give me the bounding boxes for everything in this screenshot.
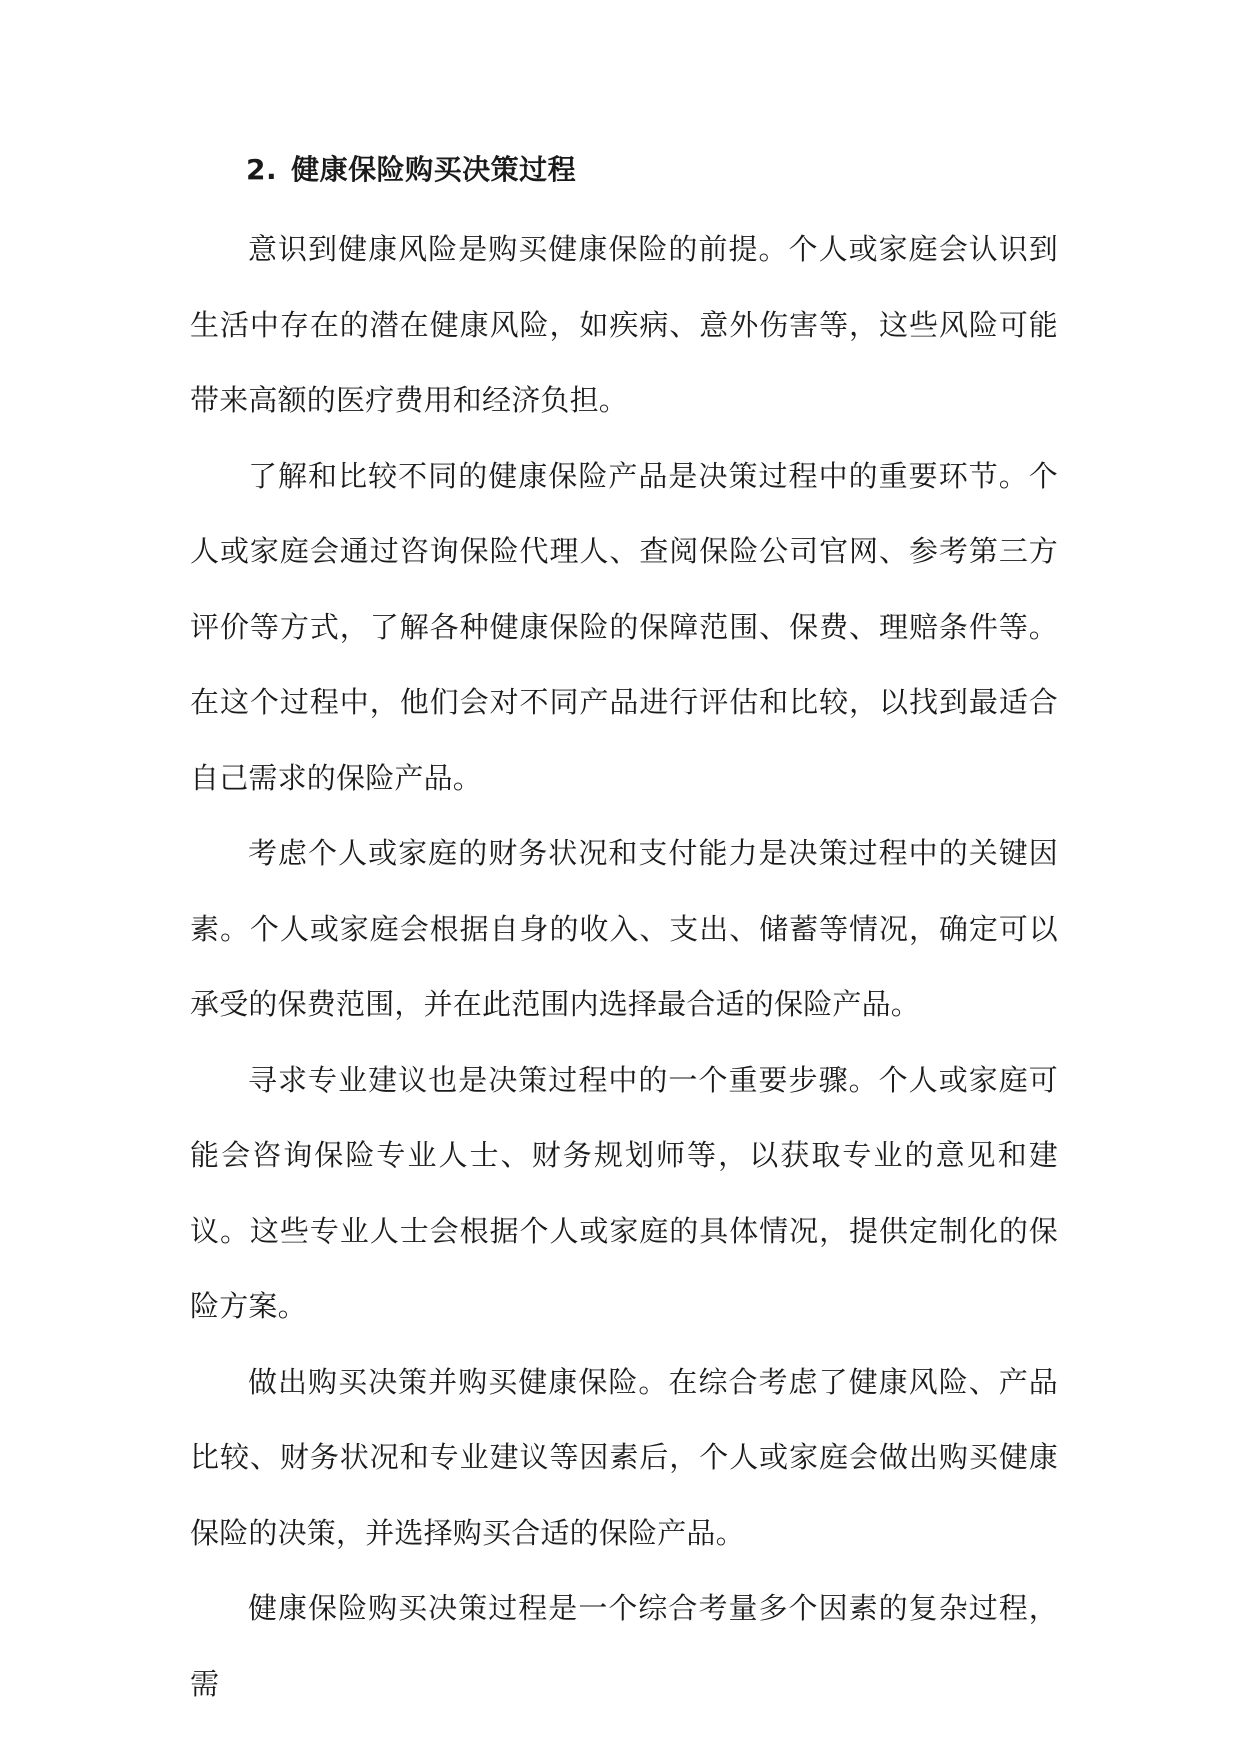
paragraph-professional-advice: 寻求专业建议也是决策过程中的一个重要步骤。个人或家庭可能会咨询保险专业人士、财务规划师等，以获取专业的意见和建议。这些专业人士会根据个人或家庭的具体情况，提供定制化的保险方案。 — [190, 1062, 1058, 1323]
paragraph-purchase-decision: 做出购买决策并购买健康保险。在综合考虑了健康风险、产品比较、财务状况和专业建议等因素后，个人或家庭会做出购买健康保险的决策，并选择购买合适的保险产品。 — [190, 1364, 1058, 1550]
paragraph-product-comparison: 了解和比较不同的健康保险产品是决策过程中的重要环节。个人或家庭会通过咨询保险代理人、查阅保险公司官网、参考第三方评价等方式，了解各种健康保险的保障范围、保费、理赔条件等。在这个过程中，他们会对不同产品进行评估和比较，以找到最适合自己需求的保险产品。 — [190, 458, 1058, 795]
paragraph-financial-capacity: 考虑个人或家庭的财务状况和支付能力是决策过程中的关键因素。个人或家庭会根据自身的收入、支出、储蓄等情况，确定可以承受的保费范围，并在此范围内选择最合适的保险产品。 — [190, 836, 1058, 1021]
document-body — [190, 140, 1058, 1722]
section-heading — [190, 140, 1058, 200]
section-title: 健康保险购买决策过程 — [291, 153, 577, 186]
paragraph-summary: 健康保险购买决策过程是一个综合考量多个因素的复杂过程，需 — [190, 1591, 1058, 1701]
section-number: 2. — [246, 153, 278, 186]
paragraph-risk-awareness: 意识到健康风险是购买健康保险的前提。个人或家庭会认识到生活中存在的潜在健康风险，如疾病、意外伤害等，这些风险可能带来高额的医疗费用和经济负担。 — [190, 232, 1058, 417]
